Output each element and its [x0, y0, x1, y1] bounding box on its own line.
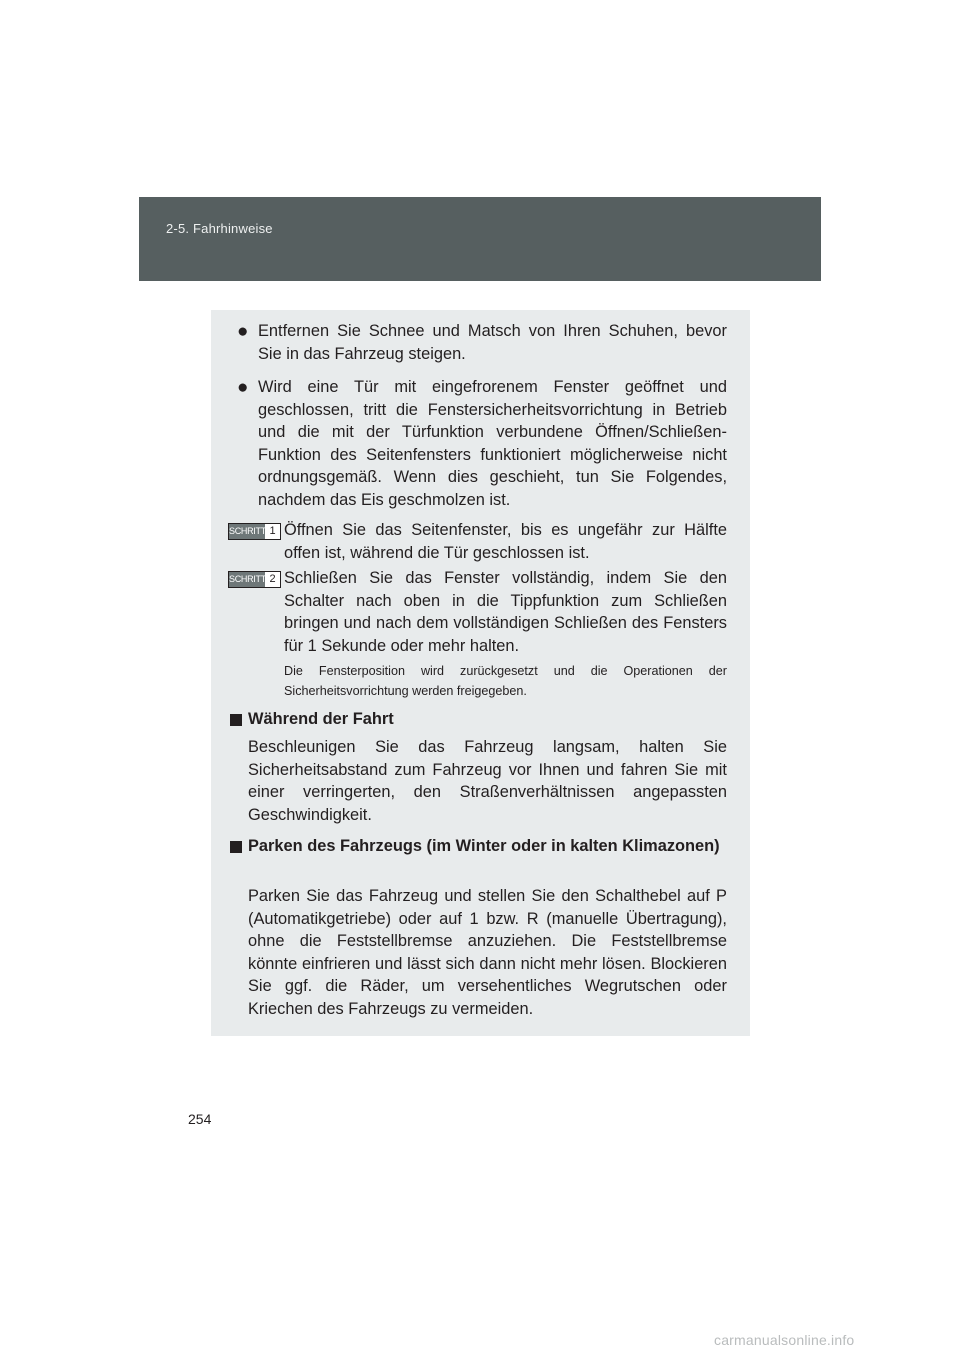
step-badge-number: 2 [269, 573, 276, 585]
step-2-text: Schließen Sie das Fenster vollständig, indem Sie den Schalter nach oben in die Tippfunktion zum Schließen bringen und nach dem vollständigen Schließen des Fensters für 1 Sekunde oder mehr halten. [284, 569, 727, 655]
info-panel [211, 310, 750, 1036]
step-badge-label: SCHRITT [229, 572, 265, 587]
bullet-icon: ● [237, 377, 249, 398]
square-bullet-icon [230, 841, 242, 853]
bullet-text-frozen-window: Wird eine Tür mit eingefrorenem Fenster geöffnet und geschlossen, tritt die Fenstersicherheitsvorrichtung in Betrieb und die mit der Türfunktion verbundene Öffnen/Schließen-Funktion des Seitenfensters funktioniert möglicherweise nicht ordnungsgemäß. Wenn dies geschieht, tun Sie Folgendes, nachdem das Eis geschmolzen ist. [258, 378, 727, 509]
step-badge-label: SCHRITT [229, 524, 265, 539]
section-heading-parking: Parken des Fahrzeugs (im Winter oder in kalten Klimazonen) [248, 837, 720, 855]
bullet-text-shoes: Entfernen Sie Schnee und Matsch von Ihren Schuhen, bevor Sie in das Fahrzeug steigen. [258, 322, 727, 363]
section-body-driving: Beschleunigen Sie das Fahrzeug langsam, halten Sie Sicherheitsabstand zum Fahrzeug vor Ihnen und fahren Sie mit einer verringerten, den Straßenverhältnissen angepassten Geschwindigkeit. [248, 738, 727, 824]
watermark: carmanualsonline.info [714, 1332, 855, 1348]
step-1-text: Öffnen Sie das Seitenfenster, bis es ungefähr zur Hälfte offen ist, während die Tür geschlossen ist. [284, 521, 727, 562]
square-bullet-icon [230, 714, 242, 726]
section-heading-driving: Während der Fahrt [248, 710, 394, 728]
step-1-badge [228, 523, 281, 540]
step-2-badge [228, 571, 281, 588]
bullet-icon: ● [237, 321, 249, 342]
section-header-bar [139, 197, 821, 281]
step-note: Die Fensterposition wird zurückgesetzt und die Operationen der Sicherheitsvorrichtung werden freigegeben. [284, 664, 727, 698]
page-number: 254 [188, 1111, 212, 1127]
step-badge-number: 1 [269, 525, 276, 537]
section-title: 2-5. Fahrhinweise [166, 221, 273, 236]
section-body-parking: Parken Sie das Fahrzeug und stellen Sie den Schalthebel auf P (Automatikgetriebe) oder auf 1 bzw. R (manuelle Übertragung), ohne die Feststellbremse anzuziehen. Die Feststellbremse könnte einfrieren und lässt sich dann nicht mehr lösen. Blockieren Sie ggf. die Räder, um versehentliches Wegrutschen oder Kriechen des Fahrzeugs zu vermeiden. [248, 887, 727, 1018]
